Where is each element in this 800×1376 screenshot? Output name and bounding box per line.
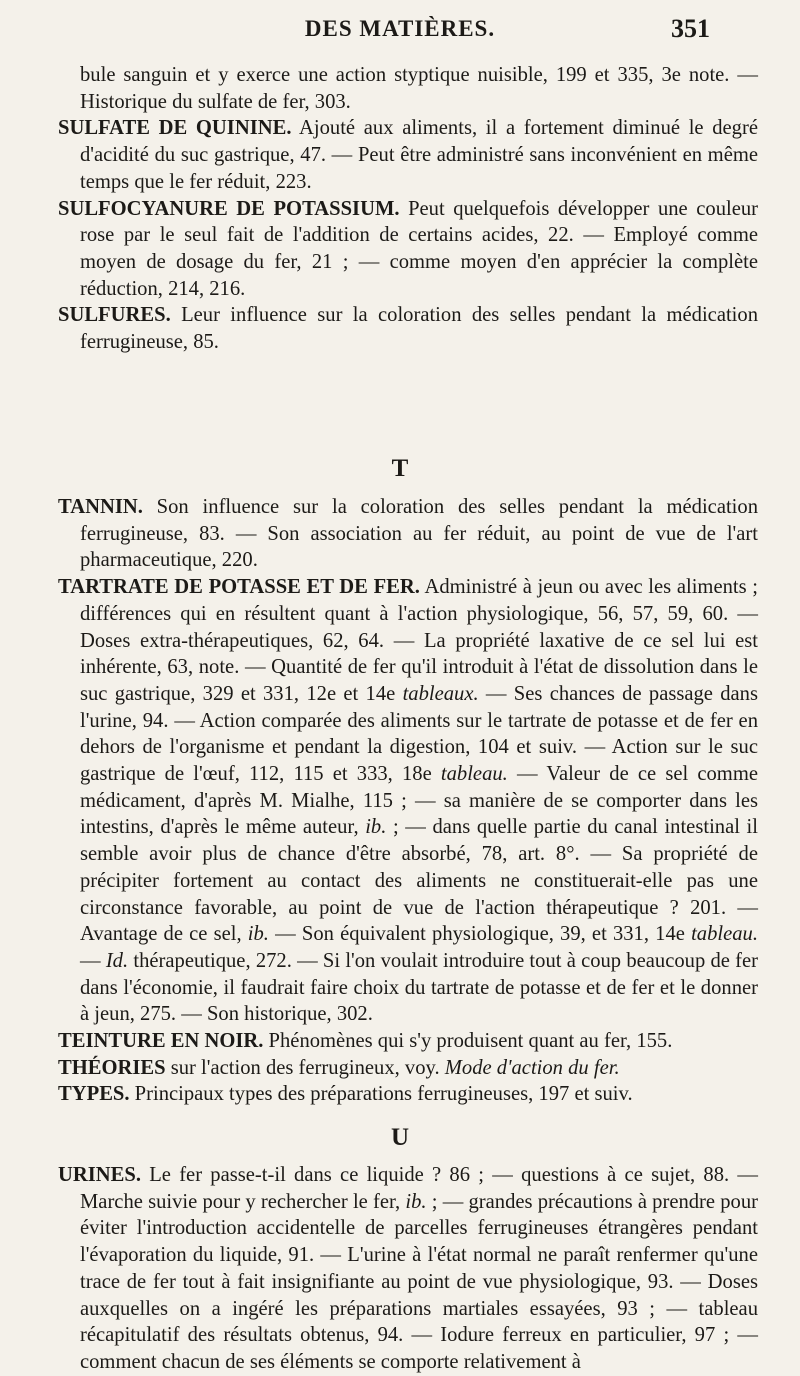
entry-text: — Valeur de ce sel comme médicament, d'après M. Mialhe, 115 ; — sa manière de se comporter dans les intestins, d'après le même auteur, xyxy=(80,763,758,839)
continuation-text: bule sanguin et y exerce une action styptique nuisible, 199 et 335, 3e note. — Historique du sulfate de fer, 303. xyxy=(80,64,758,113)
section-letter-t: T xyxy=(391,455,409,482)
entry-italic: Id. xyxy=(105,949,129,972)
index-entry xyxy=(58,115,758,195)
index-entry xyxy=(58,302,758,355)
page-number: 351 xyxy=(671,14,710,43)
entry-text: Principaux types des préparations ferrugineuses, 197 et suiv. xyxy=(129,1083,633,1106)
running-title: DES MATIÈRES. xyxy=(304,16,496,41)
index-entry xyxy=(58,1081,758,1108)
entry-term: TARTRATE DE POTASSE ET DE FER. xyxy=(58,576,420,599)
entry-term: SULFURES. xyxy=(58,304,171,327)
section-u xyxy=(58,1162,758,1376)
entry-text: Ajouté aux aliments, il a fortement diminué le degré d'acidité du suc gastrique, 47. — Peut être administré sans inconvénient en même temps que le fer réduit, 223. xyxy=(80,117,758,193)
entry-text: — Ses chances de passage dans l'urine, 94. — Action comparée des aliments sur le tartrate de potasse et de fer en dehors de l'organisme et pendant la digestion, 104 et suiv. — Action sur le suc gastrique de l'œuf, 112, 115 et 333, 18e xyxy=(80,682,758,786)
entry-italic: ib. xyxy=(365,816,387,839)
entry-term: SULFATE DE QUININE. xyxy=(58,117,292,140)
entry-text: ; — grandes précautions à prendre pour éviter l'introduction accidentelle de parcelles ferrugineuses étrangères pendant l'évaporation du liquide, 91. — L'urine à l'état normal ne paraît renfermer qu'une trace de fer tout à fait insignifiante au point de vue physiologique, 93. — Doses auxquelles on a ingéré les préparations martiales essayées, 93 ; — tableau récapitulatif des résultats obtenus, 94. — Iodure ferreux en particulier, 97 ; — comment chacun de ses éléments se comporte relativement à xyxy=(80,1190,758,1373)
entry-text: Phénomènes qui s'y produisent quant au fer, 155. xyxy=(263,1030,673,1053)
entry-text: Leur influence sur la coloration des selles pendant la médication ferrugineuse, 85. xyxy=(80,304,758,354)
entry-italic: Mode d'action du fer. xyxy=(444,1056,620,1079)
page-header xyxy=(0,10,800,50)
entry-text: thérapeutique, 272. — Si l'on voulait introduire tout à coup beaucoup de fer dans l'économie, il faudrait faire choix du tartrate de potasse et de fer et le donner à jeun, 275. — Son historique, 302. xyxy=(80,949,758,1026)
section-t xyxy=(58,494,758,1108)
entry-term: SULFOCYANURE DE POTASSIUM. xyxy=(58,197,400,220)
entry-term: TYPES. xyxy=(58,1083,130,1106)
entry-italic: tableau. xyxy=(440,763,508,786)
entry-text: Son influence sur la coloration des selles pendant la médication ferrugineuse, 83. — Son association au fer réduit, au point de vue de l'art pharmaceutique, 220. xyxy=(80,496,758,572)
section-s-continued xyxy=(58,62,758,356)
index-entry xyxy=(58,1028,758,1055)
index-entry xyxy=(58,574,758,1028)
entry-term: URINES. xyxy=(58,1164,141,1186)
index-entry xyxy=(58,196,758,303)
entry-text: — xyxy=(80,949,106,972)
entry-term: TANNIN. xyxy=(58,496,143,518)
entry-italic: tableau. xyxy=(691,923,758,946)
index-entry xyxy=(58,1055,758,1082)
entry-italic: ib. xyxy=(405,1190,427,1213)
entry-text: Peut quelquefois développer une couleur rose par le seul fait de l'addition de certains acides, 22. — Employé comme moyen de dosage du fer, 21 ; — comme moyen d'en apprécier la complète réduction, 214, 216. xyxy=(80,197,759,300)
entry-text: ; — dans quelle partie du canal intestinal il semble avoir plus de chance d'être absorbé, 78, art. 8°. — Sa propriété de précipiter fortement au contact des aliments ne constituerait-elle pas une circonstance favorable, au point de vue de l'action thérapeutique ? 201. — Avantage de ce sel, xyxy=(80,816,758,946)
entry-term: TEINTURE EN NOIR. xyxy=(58,1030,264,1053)
entry-term: THÉORIES xyxy=(58,1056,166,1079)
entry-text: Administré à jeun ou avec les aliments ; différences qui en résultent quant à l'action physiologique, 56, 57, 59, 60. — Doses extra-thérapeutiques, 62, 64. — La propriété laxative de ce sel lui est inhérente, 63, note. — Quantité de fer qu'il introduit à l'état de dissolution dans le suc gastrique, 329 et 331, 12e et 14e xyxy=(80,576,758,705)
index-entry xyxy=(58,494,758,574)
entry-italic: tableaux. xyxy=(402,682,479,705)
entry-text: Le fer passe-t-il dans ce liquide ? 86 ; — questions à ce sujet, 88. — Marche suivie pour y rechercher le fer, xyxy=(80,1164,758,1213)
entry-text: sur l'action des ferrugineux, voy. xyxy=(165,1056,445,1079)
entry-italic: ib. xyxy=(247,923,269,946)
index-entry xyxy=(58,1162,758,1376)
section-letter-u: U xyxy=(390,1124,410,1151)
entry-text: — Son équivalent physiologique, 39, et 331, 14e xyxy=(268,923,692,946)
